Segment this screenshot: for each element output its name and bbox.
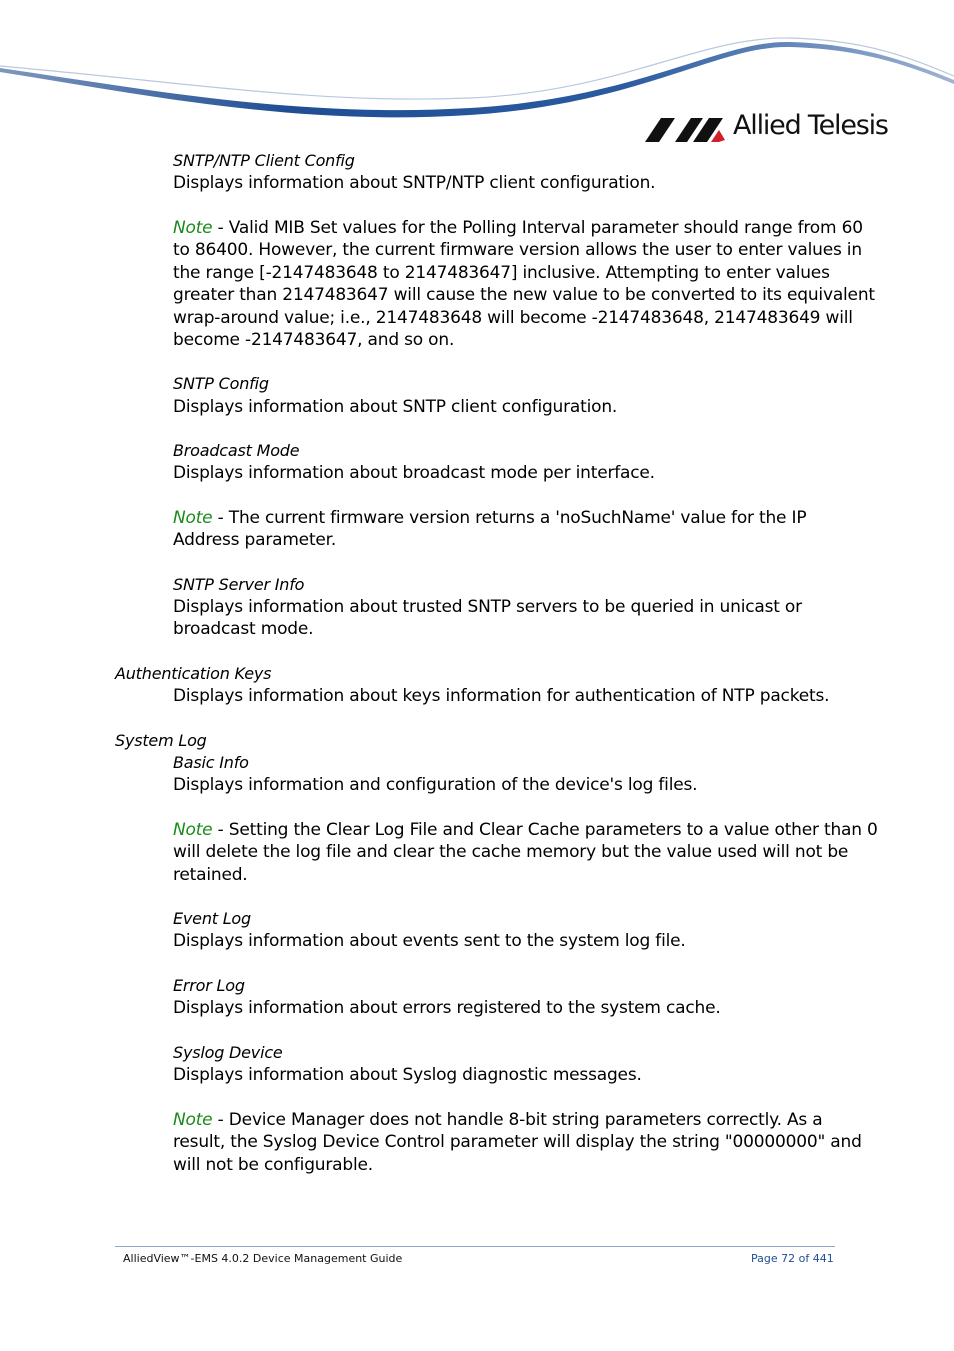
note-label: Note (173, 508, 213, 528)
event-log-text: Displays information about events sent to the system log file. (173, 931, 686, 951)
footer-document-title: AlliedView™-EMS 4.0.2 Device Management Guide (123, 1252, 403, 1265)
note-line: the range [-2147483648 to 2147483647] inclusive. Attempting to enter values (173, 262, 830, 283)
error-log-text: Displays information about errors registered to the system cache. (173, 998, 721, 1018)
logo-wordmark: Allied Telesis (733, 110, 888, 141)
basic-info-text: Displays information and configuration of the device's log files. (173, 775, 698, 795)
footer-divider (115, 1246, 835, 1247)
event-log-heading: Event Log (173, 909, 251, 928)
broadcast-mode-heading: Broadcast Mode (173, 441, 300, 460)
authentication-keys-text: Displays information about keys information for authentication of NTP packets. (173, 686, 830, 706)
note-line: - Device Manager does not handle 8-bit string parameters correctly. As a (212, 1110, 823, 1130)
note-2 (173, 507, 806, 552)
syslog-device-text: Displays information about Syslog diagnostic messages. (173, 1065, 642, 1085)
note-line: retained. (173, 864, 248, 885)
sntp-config-heading: SNTP Config (173, 374, 269, 393)
error-log-heading: Error Log (173, 976, 245, 995)
note-line: become -2147483647, and so on. (173, 330, 455, 351)
note-1 (173, 217, 875, 351)
note-label: Note (173, 1110, 213, 1130)
allied-telesis-logo (645, 110, 905, 146)
footer-page-number: Page 72 of 441 (751, 1252, 834, 1265)
broadcast-mode-text: Displays information about broadcast mode per interface. (173, 463, 655, 483)
sntp-config-text: Displays information about SNTP client configuration. (173, 397, 618, 417)
text-line: broadcast mode. (173, 619, 314, 640)
note-line: - Valid MIB Set values for the Polling Interval parameter should range from 60 (212, 218, 863, 238)
note-line: wrap-around value; i.e., 2147483648 will become -2147483648, 2147483649 will (173, 307, 853, 328)
note-line: will delete the log file and clear the cache memory but the value used will not be (173, 842, 849, 863)
note-line: result, the Syslog Device Control parameter will display the string "00000000" and (173, 1132, 862, 1153)
sntp-server-info-text (173, 596, 802, 641)
note-line: - Setting the Clear Log File and Clear Cache parameters to a value other than 0 (212, 820, 878, 840)
system-log-heading: System Log (115, 731, 207, 750)
text-line: Displays information about trusted SNTP servers to be queried in unicast or (173, 597, 802, 617)
logo-mark-icon (645, 114, 729, 144)
note-label: Note (173, 820, 213, 840)
note-line: to 86400. However, the current firmware version allows the user to enter values in (173, 240, 862, 261)
note-line: Address parameter. (173, 530, 337, 551)
authentication-keys-heading: Authentication Keys (115, 664, 272, 683)
syslog-device-heading: Syslog Device (173, 1043, 283, 1062)
note-line: will not be configurable. (173, 1154, 373, 1175)
note-3 (173, 819, 878, 886)
note-line: greater than 2147483647 will cause the new value to be converted to its equivalent (173, 285, 875, 306)
note-4 (173, 1109, 862, 1176)
sntp-ntp-client-text: Displays information about SNTP/NTP client configuration. (173, 173, 656, 193)
basic-info-heading: Basic Info (173, 753, 249, 772)
sntp-ntp-client-heading: SNTP/NTP Client Config (173, 151, 355, 170)
sntp-server-info-heading: SNTP Server Info (173, 575, 305, 594)
note-line: - The current firmware version returns a 'noSuchName' value for the IP (212, 508, 807, 528)
note-label: Note (173, 218, 213, 238)
